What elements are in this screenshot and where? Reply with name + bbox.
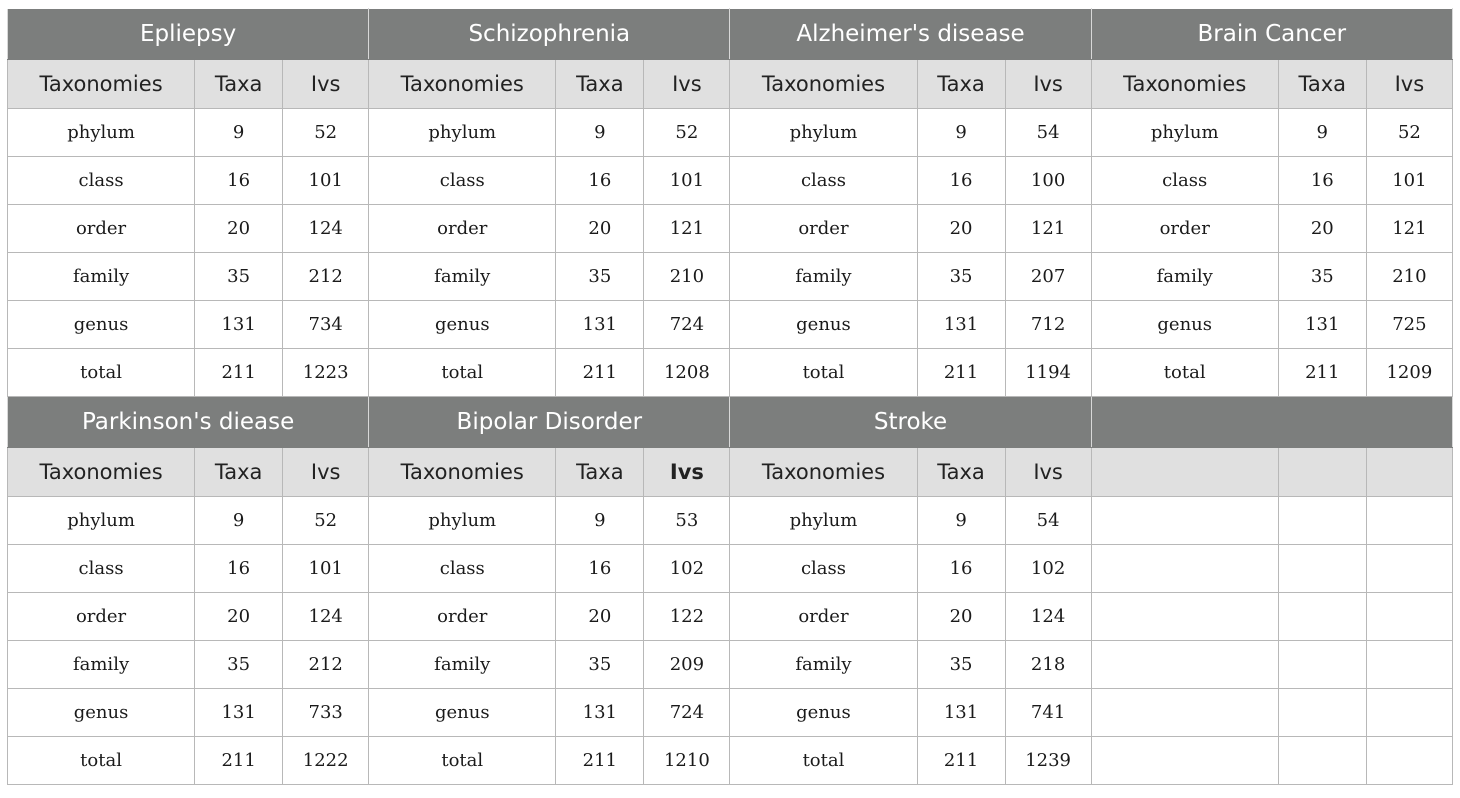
ivs-cell: 1223 <box>283 349 369 397</box>
taxonomy-cell: order <box>8 205 195 253</box>
column-header: Ivs <box>1005 448 1091 497</box>
ivs-cell: 1239 <box>1005 737 1091 785</box>
taxonomy-cell: genus <box>8 689 195 737</box>
ivs-cell: 212 <box>283 253 369 301</box>
table-row <box>8 205 1453 253</box>
column-header: Ivs <box>1005 60 1091 109</box>
ivs-cell: 121 <box>644 205 730 253</box>
column-header <box>1278 448 1366 497</box>
ivs-cell <box>1366 593 1452 641</box>
taxa-cell: 211 <box>195 737 283 785</box>
taxonomy-cell: genus <box>8 301 195 349</box>
taxa-cell: 35 <box>195 641 283 689</box>
taxa-cell: 211 <box>1278 349 1366 397</box>
taxonomy-cell: total <box>8 349 195 397</box>
taxa-cell: 35 <box>917 641 1005 689</box>
taxa-cell <box>1278 497 1366 545</box>
taxa-cell: 35 <box>556 253 644 301</box>
taxonomy-cell: total <box>730 349 917 397</box>
taxa-cell: 9 <box>195 109 283 157</box>
taxonomy-cell: class <box>8 157 195 205</box>
taxonomy-cell: total <box>1091 349 1278 397</box>
ivs-cell: 101 <box>644 157 730 205</box>
column-header: Taxa <box>917 60 1005 109</box>
disease-title: Schizophrenia <box>369 9 730 60</box>
taxa-cell: 131 <box>917 301 1005 349</box>
taxa-cell <box>1278 593 1366 641</box>
ivs-cell: 734 <box>283 301 369 349</box>
taxonomy-cell: order <box>730 593 917 641</box>
column-header: Taxa <box>917 448 1005 497</box>
table-row <box>8 157 1453 205</box>
taxonomy-cell <box>1091 641 1278 689</box>
taxonomy-cell: order <box>730 205 917 253</box>
table-row <box>8 593 1453 641</box>
column-header: Taxonomies <box>369 60 556 109</box>
ivs-cell: 207 <box>1005 253 1091 301</box>
table-row <box>8 737 1453 785</box>
ivs-cell: 54 <box>1005 497 1091 545</box>
taxa-cell: 211 <box>556 349 644 397</box>
ivs-cell <box>1366 689 1452 737</box>
taxa-cell: 211 <box>917 349 1005 397</box>
table-row <box>8 253 1453 301</box>
ivs-cell: 101 <box>1366 157 1452 205</box>
ivs-cell: 52 <box>1366 109 1452 157</box>
taxa-cell: 16 <box>917 157 1005 205</box>
ivs-cell: 124 <box>1005 593 1091 641</box>
taxa-cell: 9 <box>556 109 644 157</box>
taxonomy-cell <box>1091 593 1278 641</box>
taxonomy-cell: phylum <box>1091 109 1278 157</box>
taxonomy-cell: class <box>730 545 917 593</box>
column-header: Taxa <box>556 448 644 497</box>
taxa-cell <box>1278 545 1366 593</box>
taxonomy-cell: phylum <box>8 497 195 545</box>
taxa-cell: 211 <box>917 737 1005 785</box>
taxonomy-cell: class <box>369 157 556 205</box>
ivs-cell: 52 <box>644 109 730 157</box>
taxa-cell: 9 <box>1278 109 1366 157</box>
taxonomy-cell: class <box>369 545 556 593</box>
column-header: Taxonomies <box>730 60 917 109</box>
taxonomy-cell: family <box>730 253 917 301</box>
taxonomy-cell: family <box>8 641 195 689</box>
column-header: Taxonomies <box>1091 60 1278 109</box>
taxonomy-cell: total <box>369 349 556 397</box>
ivs-cell: 1208 <box>644 349 730 397</box>
column-header: Taxonomies <box>369 448 556 497</box>
ivs-cell: 52 <box>283 497 369 545</box>
taxa-cell: 20 <box>556 593 644 641</box>
ivs-cell: 53 <box>644 497 730 545</box>
column-header-row <box>8 60 1453 109</box>
disease-title: Parkinson's diease <box>8 397 369 448</box>
ivs-cell: 121 <box>1005 205 1091 253</box>
taxa-table-container <box>7 8 1453 785</box>
taxa-cell: 20 <box>195 593 283 641</box>
taxa-cell: 131 <box>556 301 644 349</box>
table-row <box>8 349 1453 397</box>
column-header: Taxonomies <box>730 448 917 497</box>
taxa-cell <box>1278 689 1366 737</box>
ivs-cell: 733 <box>283 689 369 737</box>
taxa-table <box>7 8 1453 785</box>
taxonomy-cell: family <box>369 253 556 301</box>
table-row <box>8 689 1453 737</box>
column-header: Taxa <box>556 60 644 109</box>
column-header: Ivs <box>1366 60 1452 109</box>
taxa-cell: 35 <box>195 253 283 301</box>
column-header: Taxonomies <box>8 448 195 497</box>
ivs-cell: 210 <box>1366 253 1452 301</box>
taxonomy-cell: family <box>369 641 556 689</box>
ivs-cell <box>1366 641 1452 689</box>
ivs-cell: 124 <box>283 205 369 253</box>
taxonomy-cell: genus <box>730 301 917 349</box>
taxa-cell: 20 <box>917 205 1005 253</box>
ivs-cell: 124 <box>283 593 369 641</box>
disease-title <box>1091 397 1452 448</box>
taxonomy-cell: class <box>8 545 195 593</box>
taxa-cell: 20 <box>1278 205 1366 253</box>
column-header: Taxonomies <box>8 60 195 109</box>
taxonomy-cell: phylum <box>730 497 917 545</box>
taxa-cell: 20 <box>917 593 1005 641</box>
ivs-cell: 212 <box>283 641 369 689</box>
taxonomy-cell: genus <box>369 689 556 737</box>
ivs-cell: 121 <box>1366 205 1452 253</box>
disease-title: Alzheimer's disease <box>730 9 1091 60</box>
taxonomy-cell: order <box>1091 205 1278 253</box>
taxonomy-cell <box>1091 545 1278 593</box>
ivs-cell <box>1366 737 1452 785</box>
taxa-cell: 35 <box>917 253 1005 301</box>
disease-header-row <box>8 397 1453 448</box>
ivs-cell: 210 <box>644 253 730 301</box>
taxa-cell: 9 <box>195 497 283 545</box>
ivs-cell: 218 <box>1005 641 1091 689</box>
ivs-cell: 100 <box>1005 157 1091 205</box>
table-row <box>8 497 1453 545</box>
ivs-cell: 1209 <box>1366 349 1452 397</box>
column-header: Taxa <box>195 448 283 497</box>
ivs-cell: 1222 <box>283 737 369 785</box>
taxa-cell: 211 <box>195 349 283 397</box>
ivs-cell: 102 <box>644 545 730 593</box>
taxa-cell: 131 <box>195 689 283 737</box>
taxonomy-cell: total <box>369 737 556 785</box>
ivs-cell: 1194 <box>1005 349 1091 397</box>
taxonomy-cell: total <box>8 737 195 785</box>
column-header-row <box>8 448 1453 497</box>
table-row <box>8 545 1453 593</box>
taxonomy-cell: class <box>730 157 917 205</box>
column-header <box>1366 448 1452 497</box>
taxonomy-cell: order <box>369 205 556 253</box>
ivs-cell: 102 <box>1005 545 1091 593</box>
column-header: Taxa <box>195 60 283 109</box>
taxa-cell: 35 <box>1278 253 1366 301</box>
taxa-cell: 9 <box>917 497 1005 545</box>
taxa-cell: 131 <box>917 689 1005 737</box>
ivs-cell: 101 <box>283 157 369 205</box>
taxa-cell: 20 <box>195 205 283 253</box>
column-header: Taxa <box>1278 60 1366 109</box>
taxa-cell: 131 <box>1278 301 1366 349</box>
taxa-cell <box>1278 737 1366 785</box>
disease-title: Stroke <box>730 397 1091 448</box>
table-body <box>8 9 1453 785</box>
taxa-cell: 16 <box>556 157 644 205</box>
ivs-cell: 712 <box>1005 301 1091 349</box>
taxonomy-cell: phylum <box>369 109 556 157</box>
taxa-cell: 16 <box>195 157 283 205</box>
taxa-cell: 211 <box>556 737 644 785</box>
taxa-cell: 9 <box>556 497 644 545</box>
table-row <box>8 641 1453 689</box>
taxa-cell: 35 <box>556 641 644 689</box>
disease-title: Brain Cancer <box>1091 9 1452 60</box>
taxa-cell: 131 <box>556 689 644 737</box>
ivs-cell: 725 <box>1366 301 1452 349</box>
taxa-cell: 9 <box>917 109 1005 157</box>
taxonomy-cell: phylum <box>8 109 195 157</box>
ivs-cell: 724 <box>644 689 730 737</box>
ivs-cell: 101 <box>283 545 369 593</box>
ivs-cell: 724 <box>644 301 730 349</box>
disease-title: Epliepsy <box>8 9 369 60</box>
ivs-cell: 1210 <box>644 737 730 785</box>
taxa-cell: 131 <box>195 301 283 349</box>
taxonomy-cell: genus <box>1091 301 1278 349</box>
taxa-cell: 16 <box>556 545 644 593</box>
taxonomy-cell <box>1091 497 1278 545</box>
column-header: Ivs <box>283 60 369 109</box>
table-row <box>8 301 1453 349</box>
column-header: Ivs <box>644 448 730 497</box>
taxonomy-cell: phylum <box>730 109 917 157</box>
ivs-cell: 741 <box>1005 689 1091 737</box>
taxa-cell: 16 <box>1278 157 1366 205</box>
taxonomy-cell: order <box>8 593 195 641</box>
taxonomy-cell: genus <box>369 301 556 349</box>
table-row <box>8 109 1453 157</box>
ivs-cell: 54 <box>1005 109 1091 157</box>
taxonomy-cell <box>1091 737 1278 785</box>
column-header: Ivs <box>283 448 369 497</box>
taxonomy-cell: family <box>1091 253 1278 301</box>
ivs-cell: 122 <box>644 593 730 641</box>
disease-title: Bipolar Disorder <box>369 397 730 448</box>
taxa-cell: 16 <box>917 545 1005 593</box>
taxonomy-cell: phylum <box>369 497 556 545</box>
ivs-cell <box>1366 497 1452 545</box>
taxonomy-cell: family <box>730 641 917 689</box>
taxa-cell: 20 <box>556 205 644 253</box>
disease-header-row <box>8 9 1453 60</box>
column-header: Ivs <box>644 60 730 109</box>
taxonomy-cell: class <box>1091 157 1278 205</box>
taxonomy-cell: total <box>730 737 917 785</box>
taxonomy-cell <box>1091 689 1278 737</box>
column-header <box>1091 448 1278 497</box>
taxonomy-cell: family <box>8 253 195 301</box>
ivs-cell: 52 <box>283 109 369 157</box>
taxonomy-cell: order <box>369 593 556 641</box>
ivs-cell <box>1366 545 1452 593</box>
taxa-cell: 16 <box>195 545 283 593</box>
taxonomy-cell: genus <box>730 689 917 737</box>
ivs-cell: 209 <box>644 641 730 689</box>
taxa-cell <box>1278 641 1366 689</box>
